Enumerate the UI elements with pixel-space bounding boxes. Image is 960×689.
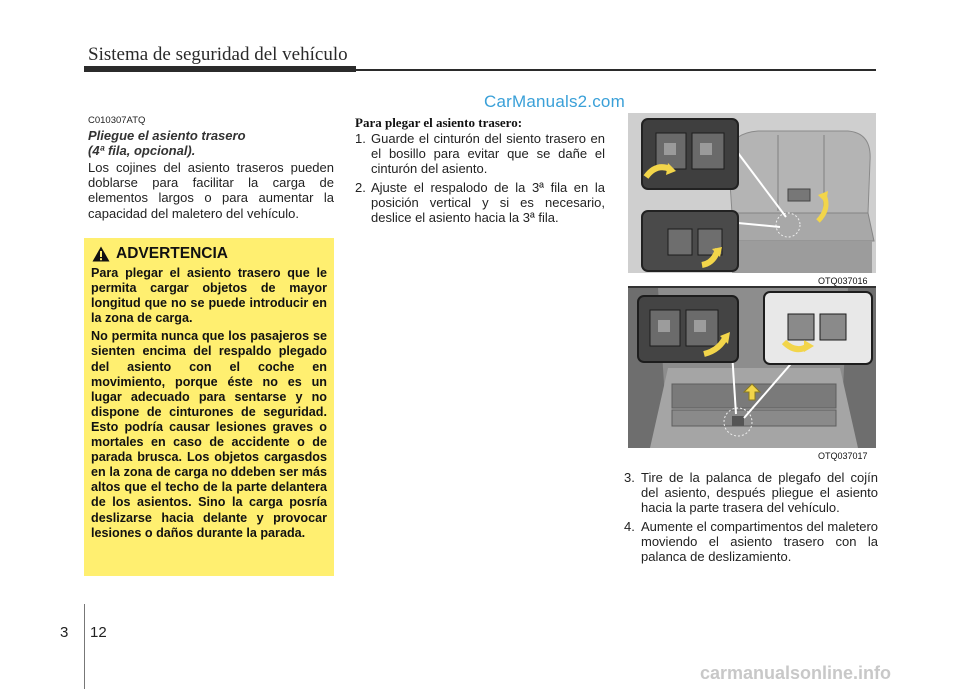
footer-watermark-link[interactable]: carmanualsonline.info [700, 663, 892, 683]
step-text: Guarde el cinturón del siento trasero en el bosillo para evitar que se dañe el cinturón del asiento. [371, 131, 605, 177]
chapter-number: 3 [60, 624, 69, 641]
page-number: 12 [90, 624, 107, 641]
page-header-title: Sistema de seguridad del vehículo [88, 44, 348, 65]
step-text: Aumente el compartimentos del maletero moviendo el asiento trasero con la palanca de deslizamiento. [641, 518, 879, 565]
step-number: 1. [355, 131, 366, 146]
warning-text [91, 266, 327, 544]
cargo-illustration [628, 288, 876, 448]
step-number: 4. [624, 518, 635, 534]
procedure-steps-1 [355, 131, 605, 228]
figure-cargo-area [628, 288, 876, 448]
subheading-line-1: Pliegue el asiento trasero [88, 128, 246, 143]
step-item [624, 519, 878, 565]
step-item [355, 131, 605, 177]
step-text: Ajuste el respalodo de la 3ª fila en la posición vertical y si es necesario, deslice el asiento hacia la 3ª fila. [371, 179, 605, 226]
warning-title: ADVERTENCIA [116, 245, 228, 262]
section-subheading [88, 128, 338, 158]
figure-seat-folding [628, 113, 876, 273]
footer-divider [84, 604, 85, 689]
seat-illustration [628, 113, 876, 273]
warning-header [92, 244, 228, 264]
header-rule-thick [84, 66, 356, 72]
header-rule-thin [356, 69, 876, 71]
procedure-title: Para plegar el asiento trasero: [355, 115, 523, 130]
procedure-steps-2 [624, 470, 878, 567]
warning-paragraph-2: No permita nunca que los pasajeros se sienten encima del respaldo plegado del asiento con el coche en movimiento, porque éste no es un lugar adecuado para sentarse y no dispone de cinturones de seguridad. Esto podría causar lesiones graves o mortales en caso de accidente o de parada brusca. Los objetos cargasdos en la zona de carga no ddeben ser más altos que el techo de la parte delantera de los asientos. Sino la carga posría deslizarse hacia delante y provocar lesiones o daños durante la parada. [91, 329, 327, 540]
figure-code: OTQ037017 [818, 451, 868, 461]
intro-paragraph: Los cojines del asiento traseros pueden doblarse para facilitar la carga de elementos largos o para aumentar la capacidad del maletero del vehículo. [88, 160, 334, 221]
step-number: 3. [624, 470, 635, 485]
subheading-line-2: (4ª fila, opcional). [88, 143, 196, 158]
warning-triangle-icon [92, 246, 110, 262]
step-text: Tire de la palanca de plegafo del cojín del asiento, después pliegue el asiento hacia la parte trasera del vehículo. [641, 470, 878, 516]
step-item [355, 180, 605, 226]
figure-code: OTQ037016 [818, 276, 868, 286]
step-number: 2. [355, 179, 366, 195]
section-code: C010307ATQ [88, 115, 146, 126]
watermark-link[interactable]: CarManuals2.com [484, 92, 625, 111]
step-item [624, 470, 878, 516]
warning-paragraph-1: Para plegar el asiento trasero que le permita cargar objetos de mayor longitud que no se puede introducir en la zona de carga. [91, 266, 327, 326]
